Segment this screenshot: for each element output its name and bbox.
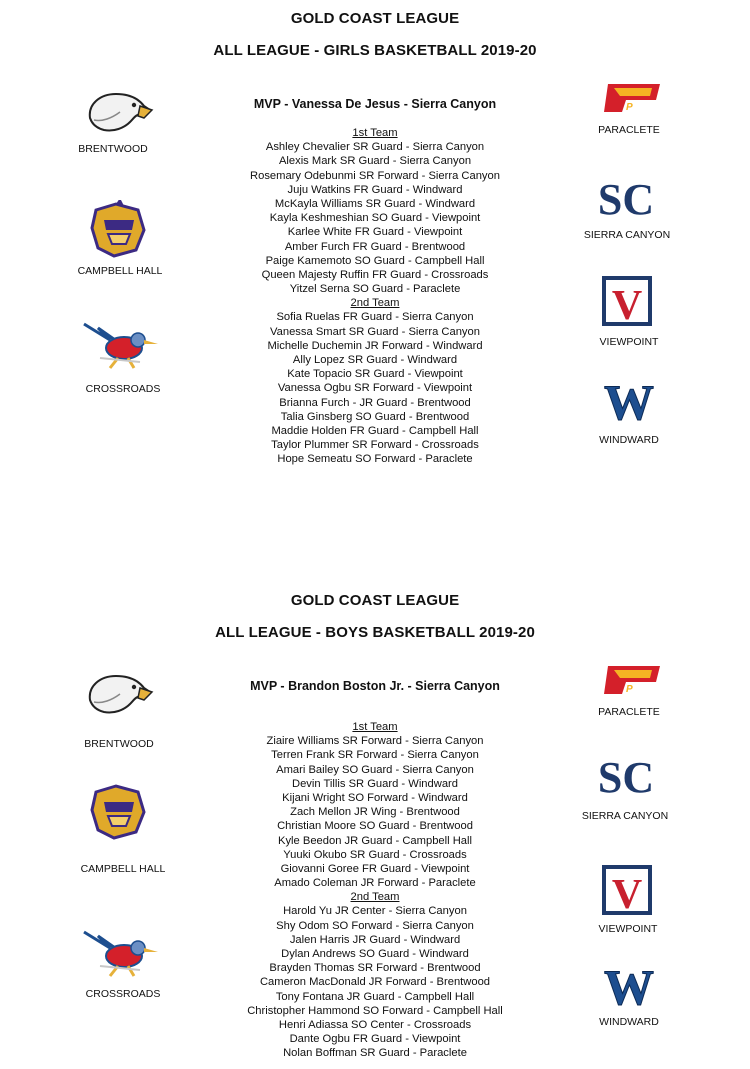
list-item: Ally Lopez SR Guard - Windward	[292, 354, 458, 366]
list-item: Ashley Chevalier SR Guard - Sierra Canyon	[265, 141, 485, 154]
boys-second-team-label: 2nd Team	[350, 891, 400, 904]
windward-logo-icon	[600, 375, 658, 425]
brentwood-label: BRENTWOOD	[84, 738, 154, 750]
paraclete-label: PARACLETE	[598, 124, 660, 136]
sierra-canyon-label: SIERRA CANYON	[583, 229, 671, 241]
viewpoint-label: VIEWPOINT	[598, 923, 658, 935]
list-item: Kayla Keshmeshian SO Guard - Viewpoint	[269, 212, 481, 225]
boys-league-heading: GOLD COAST LEAGUE	[290, 592, 460, 609]
paraclete-label: PARACLETE	[598, 706, 660, 718]
list-item: Kijani Wright SO Forward - Windward	[282, 791, 468, 804]
list-item: Michelle Duchemin JR Forward - Windward	[267, 339, 483, 352]
list-item: Amber Furch FR Guard - Brentwood	[284, 240, 466, 253]
list-item: Paige Kamemoto SO Guard - Campbell Hall	[265, 254, 485, 267]
girls-section	[0, 0, 750, 520]
viewpoint-label: VIEWPOINT	[599, 336, 659, 348]
brentwood-label: BRENTWOOD	[78, 143, 148, 155]
girls-page-title: ALL LEAGUE - GIRLS BASKETBALL 2019-20	[213, 42, 537, 59]
knight-icon	[86, 200, 150, 258]
list-item: Henri Adiassa SO Center - Crossroads	[278, 1018, 472, 1031]
list-item: Vanessa Smart SR Guard - Sierra Canyon	[270, 325, 480, 338]
boys-first-team-label: 1st Team	[352, 721, 398, 733]
list-item: Juju Watkins FR Guard - Windward	[287, 183, 463, 196]
viewpoint-logo-icon	[601, 275, 653, 327]
girls-league-heading: GOLD COAST LEAGUE	[290, 10, 460, 27]
windward-logo-icon	[600, 960, 658, 1010]
list-item: Jalen Harris JR Guard - Windward	[289, 933, 461, 946]
sierra-canyon-logo-icon	[597, 746, 655, 800]
list-item: Christopher Hammond SO Forward - Campbell Hall	[247, 1004, 503, 1017]
list-item: Nolan Boffman SR Guard - Paraclete	[283, 1047, 467, 1060]
windward-mark: W	[604, 375, 654, 425]
list-item: Giovanni Goree FR Guard - Viewpoint	[280, 862, 470, 875]
list-item: Devin Tillis SR Guard - Windward	[292, 777, 458, 790]
crossroads-label: CROSSROADS	[85, 988, 161, 1000]
list-item: McKayla Williams SR Guard - Windward	[274, 197, 476, 210]
roadrunner-icon	[80, 318, 160, 370]
list-item: Zach Mellon JR Wing - Brentwood	[290, 806, 460, 819]
list-item: Christian Moore SO Guard - Brentwood	[277, 820, 473, 833]
list-item: Yitzel Serna SO Guard - Paraclete	[289, 283, 461, 296]
list-item: Brianna Furch - JR Guard - Brentwood	[279, 396, 471, 409]
girls-roster	[200, 126, 550, 467]
list-item: Dylan Andrews SO Guard - Windward	[281, 948, 469, 960]
viewpoint-mark: V	[611, 872, 643, 916]
paraclete-logo-icon	[600, 662, 664, 698]
viewpoint-mark: V	[611, 283, 643, 327]
campbell-hall-label: CAMPBELL HALL	[80, 863, 166, 875]
boys-roster	[200, 720, 550, 1061]
list-item: Tony Fontana JR Guard - Campbell Hall	[275, 990, 475, 1003]
girls-second-team-label: 2nd Team	[350, 297, 400, 310]
paraclete-mark: P	[626, 102, 633, 113]
eagle-icon	[84, 670, 154, 718]
sierra-canyon-label: SIERRA CANYON	[581, 810, 669, 822]
list-item: Maddie Holden FR Guard - Campbell Hall	[271, 424, 479, 437]
paraclete-mark: P	[626, 684, 633, 695]
list-item: Vanessa Ogbu SR Forward - Viewpoint	[277, 382, 473, 395]
windward-label: WINDWARD	[599, 434, 659, 446]
list-item: Hope Semeatu SO Forward - Paraclete	[277, 453, 473, 466]
list-item: Amado Coleman JR Forward - Paraclete	[274, 877, 476, 890]
list-item: Kate Topacio SR Guard - Viewpoint	[287, 368, 463, 381]
eagle-icon	[84, 88, 154, 136]
windward-label: WINDWARD	[599, 1016, 659, 1028]
list-item: Ziaire Williams SR Forward - Sierra Canyon	[266, 735, 484, 748]
list-item: Shy Odom SO Forward - Sierra Canyon	[276, 919, 474, 932]
list-item: Brayden Thomas SR Forward - Brentwood	[269, 962, 481, 975]
list-item: Queen Majesty Ruffin FR Guard - Crossroads	[261, 268, 489, 281]
list-item: Yuuki Okubo SR Guard - Crossroads	[283, 848, 467, 861]
list-item: Karlee White FR Guard - Viewpoint	[287, 226, 463, 239]
roadrunner-icon	[80, 926, 160, 978]
boys-page-title: ALL LEAGUE - BOYS BASKETBALL 2019-20	[215, 624, 535, 641]
sierra-canyon-mark: SC	[597, 753, 655, 800]
list-item: Kyle Beedon JR Guard - Campbell Hall	[277, 834, 472, 847]
list-item: Dante Ogbu FR Guard - Viewpoint	[289, 1033, 461, 1046]
campbell-hall-label: CAMPBELL HALL	[77, 265, 163, 277]
list-item: Alexis Mark SR Guard - Sierra Canyon	[278, 155, 472, 168]
viewpoint-logo-icon	[601, 864, 653, 916]
list-item: Talia Ginsberg SO Guard - Brentwood	[280, 410, 470, 423]
sierra-canyon-logo-icon	[597, 168, 655, 222]
girls-first-team-label: 1st Team	[352, 127, 398, 139]
crossroads-label: CROSSROADS	[85, 383, 161, 395]
boys-mvp: MVP - Brandon Boston Jr. - Sierra Canyon	[250, 679, 500, 693]
list-item: Amari Bailey SO Guard - Sierra Canyon	[276, 763, 474, 776]
list-item: Sofia Ruelas FR Guard - Sierra Canyon	[276, 311, 474, 324]
windward-mark: W	[604, 960, 654, 1010]
list-item: Terren Frank SR Forward - Sierra Canyon	[271, 749, 479, 762]
knight-icon	[86, 782, 150, 840]
list-item: Taylor Plummer SR Forward - Crossroads	[271, 439, 479, 452]
boys-section	[0, 584, 750, 1069]
girls-mvp: MVP - Vanessa De Jesus - Sierra Canyon	[253, 97, 497, 111]
paraclete-logo-icon	[600, 80, 664, 116]
list-item: Cameron MacDonald JR Forward - Brentwood	[259, 976, 491, 989]
list-item: Harold Yu JR Center - Sierra Canyon	[283, 905, 467, 918]
sierra-canyon-mark: SC	[597, 175, 655, 222]
list-item: Rosemary Odebunmi SR Forward - Sierra Canyon	[250, 169, 500, 182]
